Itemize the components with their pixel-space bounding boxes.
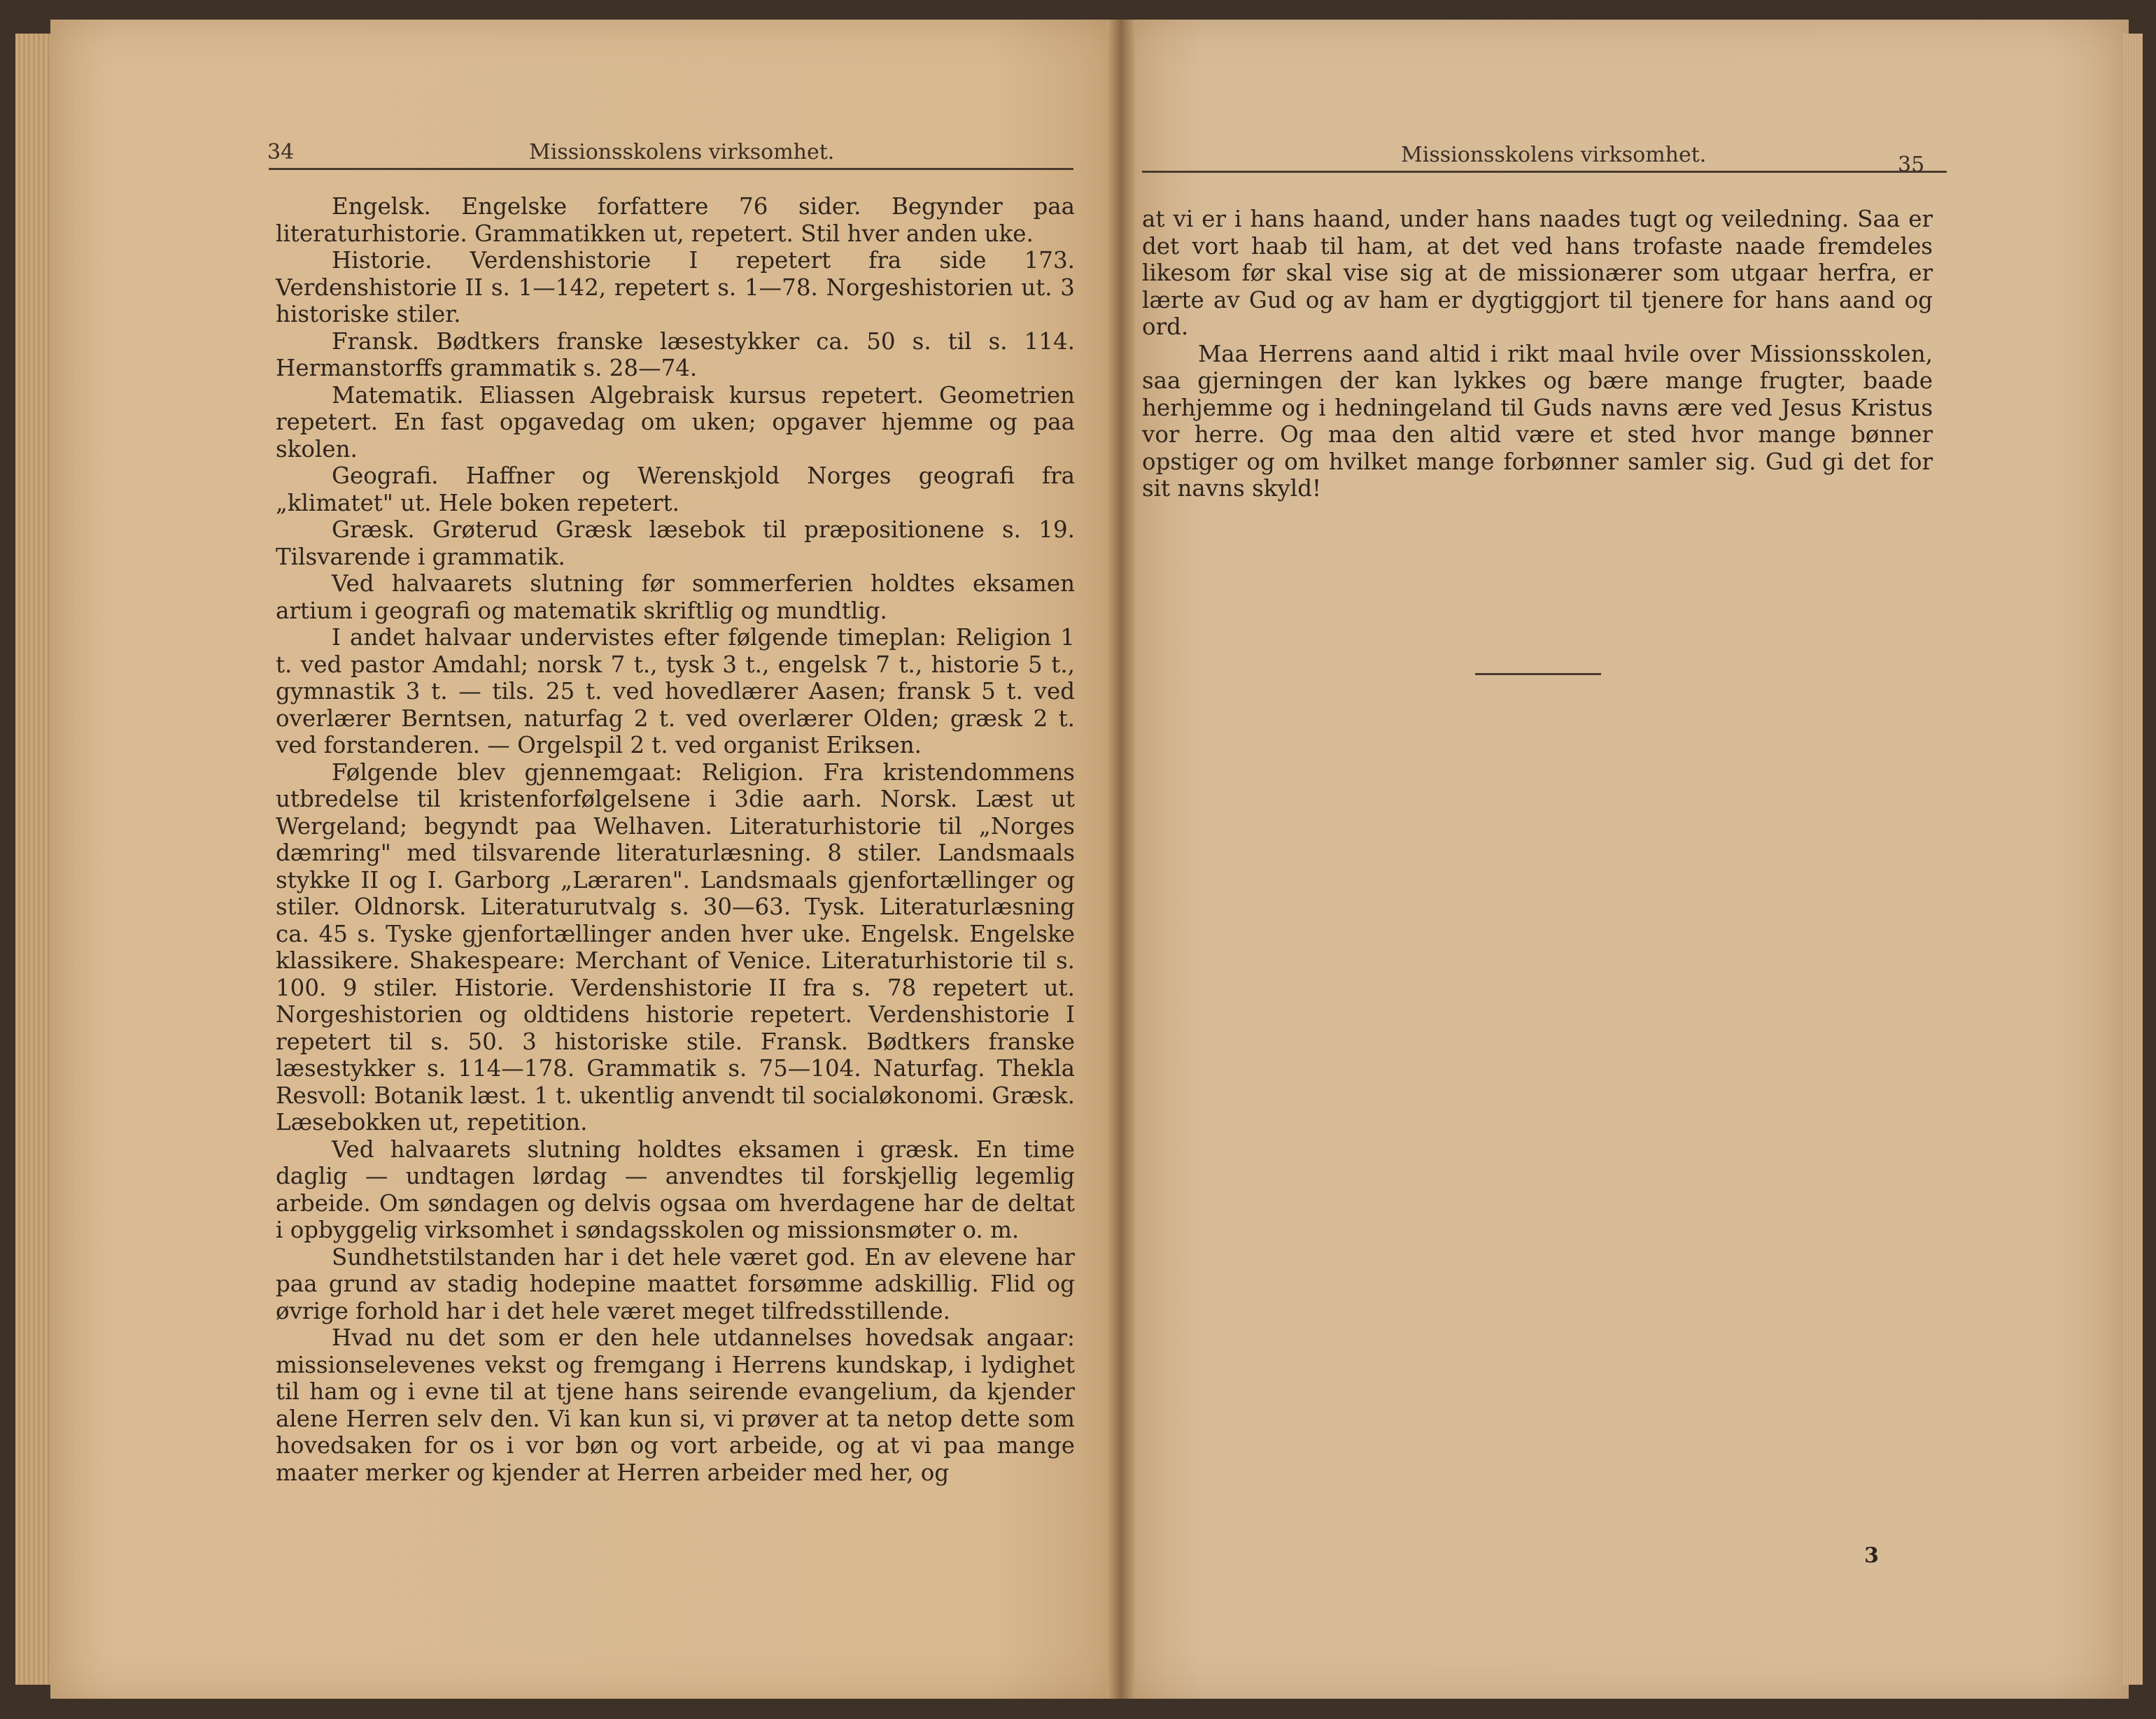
right-body-text — [1142, 206, 1933, 502]
left-header-rule — [269, 168, 1073, 170]
right-running-head: Missionsskolens virksomhet. — [1401, 143, 1707, 167]
paragraph: Engelsk. Engelske forfattere 76 sider. Begynder paa literaturhistorie. Grammatikken ut, repetert. Stil hver anden uke. — [276, 193, 1075, 247]
paragraph: I andet halvaar undervistes efter følgende timeplan: Religion 1 t. ved pastor Amdahl; norsk 7 t., tysk 3 t., engelsk 7 t., historie 5 t., gymnastik 3 t. — tils. 25 t. ved hovedlærer Aasen; fransk 5 t. ved overlærer Berntsen, naturfag 2 t. ved overlærer Olden; græsk 2 t. ved forstanderen. — Orgelspil 2 t. ved organist Eriksen. — [276, 624, 1075, 758]
paragraph: Græsk. Grøterud Græsk læsebok til præpositionene s. 19. Tilsvarende i grammatik. — [276, 516, 1075, 570]
left-running-head: Missionsskolens virksomhet. — [529, 140, 835, 164]
closing-rule — [1475, 673, 1601, 675]
paragraph: Hvad nu det som er den hele utdannelses hovedsak angaar: missionselevenes vekst og fremgang i Herrens kundskap, i lydighet til ham og i evne til at tjene hans seirende evangelium, da kjender alene Herren selv den. Vi kan kun si, vi prøver at ta netop dette som hovedsaken for os i vor bøn og vort arbeide, og at vi paa mange maater merker og kjender at Herren arbeider med her, og — [276, 1324, 1075, 1486]
paragraph: Ved halvaarets slutning holdtes eksamen i græsk. En time daglig — undtagen lørdag — anvendtes til forskjellig legemlig arbeide. Om søndagen og delvis ogsaa om hverdagene har de deltat i opbyggelig virksomhet i søndagsskolen og missionsmøter o. m. — [276, 1136, 1075, 1243]
paragraph: Sundhetstilstanden har i det hele været god. En av elevene har paa grund av stadig hodepine maattet forsømme adskillig. Flid og øvrige forhold har i det hele været meget tilfredsstillende. — [276, 1243, 1075, 1324]
page-edges-right — [2123, 34, 2143, 1685]
left-page-number: 34 — [267, 140, 295, 164]
paragraph: Historie. Verdenshistorie I repetert fra side 173. Verdenshistorie II s. 1—142, repetert s. 1—78. Norgeshistorien ut. 3 historiske stiler. — [276, 247, 1075, 327]
signature-mark: 3 — [1864, 1543, 1879, 1568]
paragraph: at vi er i hans haand, under hans naades tugt og veiledning. Saa er det vort haab til ham, at det ved hans trofaste naade fremdeles likesom før skal vise sig at de missionærer som utgaar herfra, er lærte av Gud og av ham er dygtiggjort til tjenere for hans aand og ord. — [1142, 206, 1933, 340]
paragraph: Fransk. Bødtkers franske læsestykker ca. 50 s. til s. 114. Hermanstorffs grammatik s. 28—74. — [276, 327, 1075, 381]
paragraph: Matematik. Eliassen Algebraisk kursus repetert. Geometrien repetert. En fast opgavedag om uken; opgaver hjemme og paa skolen. — [276, 381, 1075, 462]
paragraph: Maa Herrens aand altid i rikt maal hvile over Missionsskolen, saa gjerningen der kan lykkes og bære mange frugter, baade herhjemme og i hedningeland til Guds navns ære ved Jesus Kristus vor herre. Og maa den altid være et sted hvor mange bønner opstiger og om hvilket mange forbønner samler sig. Gud gi det for sit navns skyld! — [1142, 340, 1933, 502]
right-page-number: 35 — [1898, 153, 1925, 177]
book-gutter — [1107, 20, 1135, 1699]
paragraph: Geografi. Haffner og Werenskjold Norges geografi fra „klimatet" ut. Hele boken repetert. — [276, 462, 1075, 516]
left-body-text — [276, 193, 1075, 1486]
paragraph: Følgende blev gjennemgaat: Religion. Fra kristendommens utbredelse til kristenforfølgelsene i 3die aarh. Norsk. Læst ut Wergeland; begyndt paa Welhaven. Literaturhistorie til „Norges dæmring" med tilsvarende literaturlæsning. 8 stiler. Landsmaals stykke II og I. Garborg „Læraren". Landsmaals gjenfortællinger og stiler. Oldnorsk. Literaturutvalg s. 30—63. Tysk. Literaturlæsning ca. 45 s. Tyske gjenfortællinger anden hver uke. Engelsk. Engelske klassikere. Shakespeare: Merchant of Venice. Literaturhistorie til s. 100. 9 stiler. Historie. Verdenshistorie II fra s. 78 repetert ut. Norgeshistorien og oldtidens historie repetert. Verdenshistorie I repetert til s. 50. 3 historiske stile. Fransk. Bødtkers franske læsestykker s. 114—178. Grammatik s. 75—104. Naturfag. Thekla Resvoll: Botanik læst. 1 t. ukentlig anvendt til socialøkonomi. Græsk. Læsebokken ut, repetition. — [276, 758, 1075, 1136]
right-header-rule — [1142, 171, 1947, 173]
open-book — [15, 20, 2143, 1699]
paragraph: Ved halvaarets slutning før sommerferien holdtes eksamen artium i geografi og matematik skriftlig og mundtlig. — [276, 570, 1075, 624]
